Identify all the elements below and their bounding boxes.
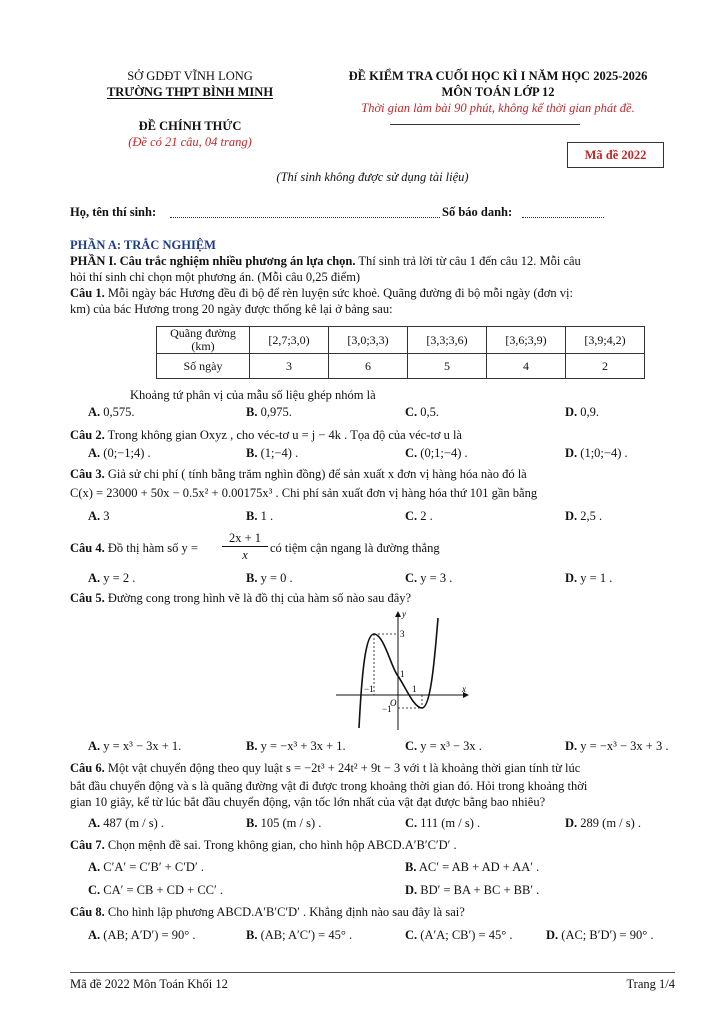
q8-option-b[interactable]: B. (AB; A′C′) = 45° .	[246, 928, 353, 942]
q3-line1	[70, 466, 675, 482]
table-head-cell: Số ngày	[157, 354, 250, 379]
name-field[interactable]	[170, 205, 440, 218]
q1-ask: Khoảng tứ phân vị của mẫu số liệu ghép nhóm là	[130, 388, 376, 402]
q6-option-a[interactable]: A. 487 (m / s) .	[88, 816, 165, 830]
table-cell: 2	[566, 354, 645, 379]
table-cell: [3,6;3,9)	[487, 327, 566, 354]
table-cell: 3	[250, 354, 329, 379]
table-cell: 5	[408, 354, 487, 379]
q5-graph	[334, 608, 474, 733]
q4-options	[88, 571, 688, 587]
q2-label: Câu 2.	[70, 428, 105, 442]
tick-1: 1	[400, 669, 405, 679]
pages-note: (Đề có 21 câu, 04 trang)	[128, 135, 252, 149]
q1-text1: Mỗi ngày bác Hương đều đi bộ để rèn luyện sức khoẻ. Quãng đường đi bộ mỗi ngày (đơn vị:	[104, 286, 573, 300]
q1-text2: km) của bác Hương trong 20 ngày được thống kê lại ở bảng sau:	[70, 302, 393, 316]
q1-option-a[interactable]: A. 0,575.	[88, 405, 135, 419]
table-cell: [3,9;4,2)	[566, 327, 645, 354]
part-a-title: PHẦN A: TRẮC NGHIỆM	[70, 238, 216, 252]
q3-label: Câu 3.	[70, 467, 105, 481]
footer-divider	[70, 972, 675, 973]
q3-option-c[interactable]: C. 2 .	[405, 509, 433, 523]
q6-option-b[interactable]: B. 105 (m / s) .	[246, 816, 322, 830]
q8-option-a[interactable]: A. (AB; A′D′) = 90° .	[88, 928, 196, 942]
q8-line	[70, 904, 675, 920]
q3-text1: Giả sử chi phí ( tính bằng trăm nghìn đồng) để sản xuất x đơn vị hàng hóa nào đó là	[104, 467, 527, 481]
part1-line1	[70, 253, 675, 269]
id-field[interactable]	[522, 205, 604, 218]
exam-title: ĐỀ KIỂM TRA CUỐI HỌC KÌ I NĂM HỌC 2025-2026	[348, 69, 648, 83]
table-cell: 4	[487, 354, 566, 379]
q4-text-before: Đồ thị hàm số y =	[104, 541, 198, 555]
q2-option-a[interactable]: A. (0;−1;4) .	[88, 446, 151, 460]
q2-text: Trong không gian Oxyz , cho véc-tơ u = j − 4k . Tọa độ của véc-tơ u là	[104, 428, 462, 442]
q7-option-b[interactable]: B. AC′ = AB + AD + AA′ .	[405, 860, 540, 874]
q6-text2: bắt đầu chuyển động và s là quãng đường vật đi được trong khoảng thời gian đó. Hỏi trong khoảng thời	[70, 779, 588, 793]
header-divider	[390, 124, 580, 125]
q6-option-d[interactable]: D. 289 (m / s) .	[565, 816, 642, 830]
subject-title: MÔN TOÁN LỚP 12	[441, 85, 555, 99]
table-cell: 6	[329, 354, 408, 379]
q3-text2: C(x) = 23000 + 50x − 0.5x² + 0.00175x³ . Chi phí sản xuất đơn vị hàng hóa thứ 101 gần bằng	[70, 486, 538, 500]
candidate-line	[70, 205, 680, 221]
q7-option-c[interactable]: C. CA′ = CB + CD + CC′ .	[88, 883, 223, 897]
part1-desc2: hỏi thí sinh chỉ chọn một phương án. (Mỗi câu 0,25 điểm)	[70, 270, 361, 284]
no-docs-note: (Thí sinh không được sử dụng tài liệu)	[276, 170, 469, 184]
q8-option-c[interactable]: C. (A′A; CB′) = 45° .	[405, 928, 513, 942]
q6-text3: gian 10 giây, kể từ lúc bắt đầu chuyển động, vận tốc lớn nhất của vật đạt được bằng bao nhiêu?	[70, 795, 546, 809]
q8-label: Câu 8.	[70, 905, 105, 919]
x-label: x	[462, 684, 466, 694]
dept-name: SỞ GDĐT VĨNH LONG	[127, 69, 253, 83]
q6-label: Câu 6.	[70, 761, 105, 775]
q2-line	[70, 427, 675, 443]
footer-left: Mã đề 2022 Môn Toán Khối 12	[70, 977, 228, 991]
q4-label: Câu 4.	[70, 541, 105, 555]
q5-option-a[interactable]: A. y = x³ − 3x + 1.	[88, 739, 182, 753]
q7-label: Câu 7.	[70, 838, 105, 852]
name-label: Họ, tên thí sinh:	[70, 205, 157, 219]
q4-fraction	[222, 530, 268, 563]
q8-option-d[interactable]: D. (AC; B′D′) = 90° .	[546, 928, 654, 942]
id-label: Số báo danh:	[442, 205, 513, 219]
q1-table	[156, 326, 645, 379]
q1-options	[88, 405, 688, 421]
q4-option-c[interactable]: C. y = 3 .	[405, 571, 453, 585]
q3-option-d[interactable]: D. 2,5 .	[565, 509, 603, 523]
q7-line	[70, 837, 675, 853]
q5-options	[88, 739, 688, 755]
table-cell: [3,3;3,6)	[408, 327, 487, 354]
q2-options	[88, 446, 688, 462]
q4-option-d[interactable]: D. y = 1 .	[565, 571, 613, 585]
table-head-cell: Quãng đường (km)	[157, 327, 250, 354]
q5-option-d[interactable]: D. y = −x³ − 3x + 3 .	[565, 739, 669, 753]
q7-options-row2	[88, 883, 688, 899]
q2-option-c[interactable]: C. (0;1;−4) .	[405, 446, 468, 460]
q6-text1: Một vật chuyển động theo quy luật s = −2t³ + 24t² + 9t − 3 với t là khoảng thời gian tính từ lúc	[104, 761, 581, 775]
q1-option-b[interactable]: B. 0,975.	[246, 405, 292, 419]
tick-m1: −1	[382, 704, 392, 714]
origin-label: O	[390, 698, 397, 708]
q4-option-a[interactable]: A. y = 2 .	[88, 571, 136, 585]
time-note: Thời gian làm bài 90 phút, không kể thời gian phát đề.	[361, 101, 635, 115]
header-left	[70, 68, 310, 150]
q8-options	[88, 928, 688, 944]
q6-line1	[70, 760, 675, 776]
q7-option-a[interactable]: A. C′A′ = C′B′ + C′D′ .	[88, 860, 204, 874]
q2-option-d[interactable]: D. (1;0;−4) .	[565, 446, 628, 460]
q5-option-c[interactable]: C. y = x³ − 3x .	[405, 739, 482, 753]
q1-label: Câu 1.	[70, 286, 105, 300]
header-right	[318, 68, 678, 116]
table-cell: [2,7;3,0)	[250, 327, 329, 354]
q6-option-c[interactable]: C. 111 (m / s) .	[405, 816, 481, 830]
q1-option-d[interactable]: D. 0,9.	[565, 405, 600, 419]
q4-line	[70, 530, 680, 568]
q3-option-a[interactable]: A. 3	[88, 509, 110, 523]
exam-code-box: Mã đề 2022	[567, 142, 664, 168]
q3-options	[88, 509, 688, 525]
xtick-1: 1	[412, 684, 417, 694]
q7-option-d[interactable]: D. BD′ = BA + BC + BB′ .	[405, 883, 540, 897]
q5-option-b[interactable]: B. y = −x³ + 3x + 1.	[246, 739, 346, 753]
q1-option-c[interactable]: C. 0,5.	[405, 405, 440, 419]
part1-desc1: Thí sinh trả lời từ câu 1 đến câu 12. Mỗi câu	[355, 254, 581, 268]
y-label: y	[402, 609, 406, 619]
q3-option-b[interactable]: B. 1 .	[246, 509, 274, 523]
official-label: ĐỀ CHÍNH THỨC	[138, 119, 242, 133]
footer-page: Trang 1/4	[626, 977, 675, 991]
q5-label: Câu 5.	[70, 591, 105, 605]
q4-numerator: 2x + 1	[222, 530, 268, 547]
q7-text: Chọn mệnh đề sai. Trong không gian, cho hình hộp ABCD.A′B′C′D′ .	[104, 838, 457, 852]
q4-text-after: có tiệm cận ngang là đường thẳng	[270, 541, 440, 555]
part1-title: PHẦN I. Câu trắc nghiệm nhiều phương án lựa chọn.	[70, 254, 356, 268]
xtick-m1: −1	[364, 684, 374, 694]
q4-option-b[interactable]: B. y = 0 .	[246, 571, 293, 585]
q7-options-row1	[88, 860, 688, 876]
school-name: TRƯỜNG THPT BÌNH MINH	[106, 85, 274, 99]
table-cell: [3,0;3,3)	[329, 327, 408, 354]
q1-line1	[70, 285, 675, 301]
q2-option-b[interactable]: B. (1;−4) .	[246, 446, 299, 460]
table-row	[157, 354, 645, 379]
q5-line	[70, 590, 675, 606]
table-row	[157, 327, 645, 354]
q8-text: Cho hình lập phương ABCD.A′B′C′D′ . Khẳng định nào sau đây là sai?	[104, 905, 465, 919]
q4-denominator: x	[242, 548, 248, 562]
tick-3: 3	[400, 629, 405, 639]
q5-text: Đường cong trong hình vẽ là đồ thị của hàm số nào sau đây?	[104, 591, 412, 605]
q6-options	[88, 816, 688, 832]
